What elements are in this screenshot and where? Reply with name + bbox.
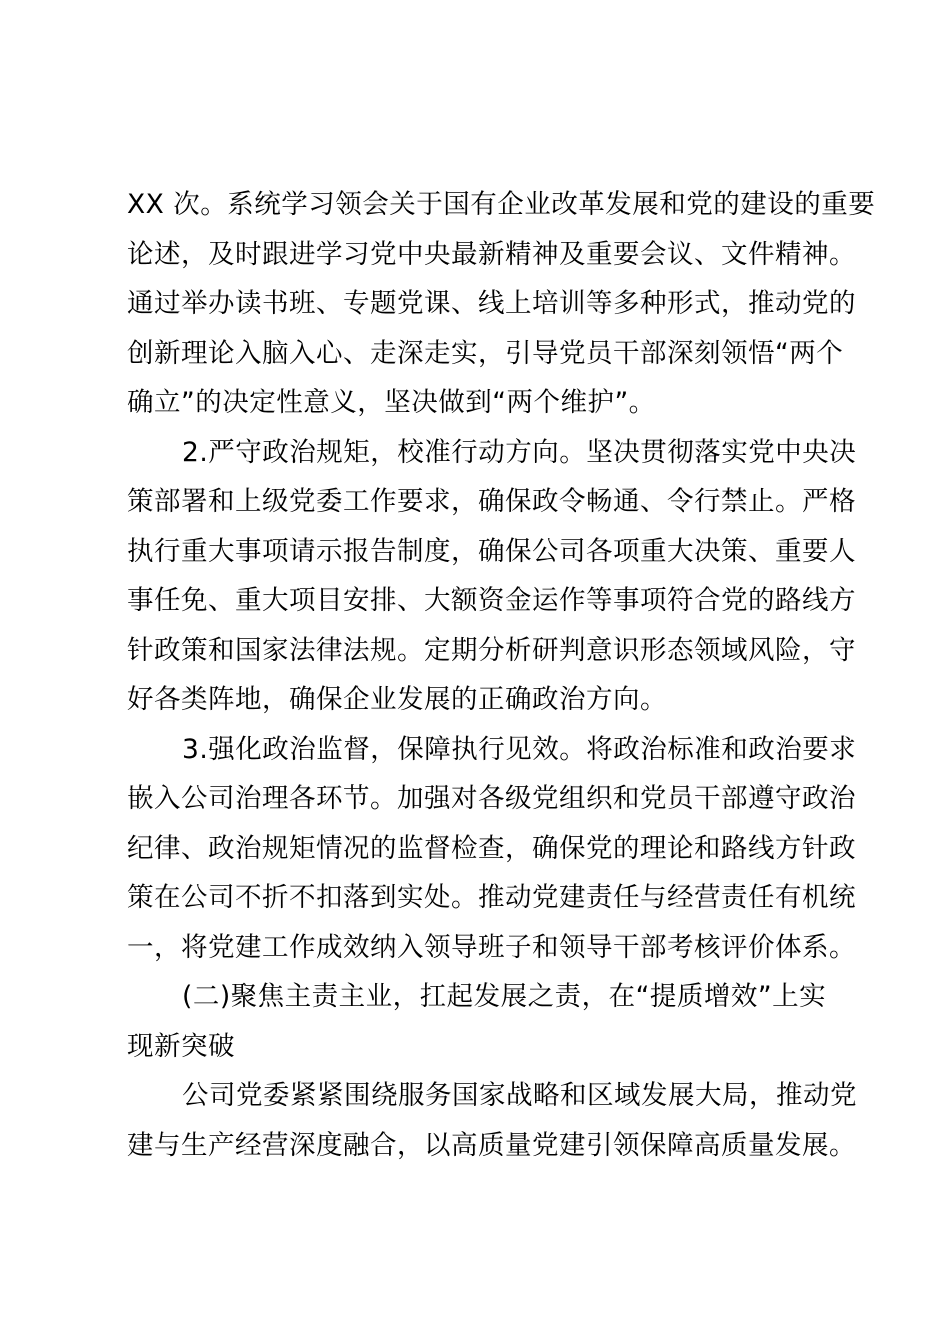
text-line: 针政策和国家法律法规。定期分析研判意识形态领域风险，守 (127, 634, 856, 666)
document-body (127, 180, 876, 1170)
text-line: 事任免、重大项目安排、大额资金运作等事项符合党的路线方 (127, 585, 856, 616)
text-line: 策在公司不折不扣落到实处。推动党建责任与经营责任有机统 (127, 882, 856, 913)
item-heading-line: 3.强化政治监督，保障执行见效。将政治标准和政治要求 (182, 733, 857, 765)
text-line: 论述，及时跟进学习党中央最新精神及重要会议、文件精神。 (127, 238, 856, 270)
section-heading-2 (127, 972, 837, 1071)
paragraph-item-2-political-rules (127, 428, 857, 725)
text-line: 策部署和上级党委工作要求，确保政令畅通、令行禁止。严格 (127, 486, 856, 517)
section-heading-line: (二)聚焦主责主业，扛起发展之责，在“提质增效”上实 (182, 981, 827, 1012)
paragraph-study-theory (127, 180, 876, 428)
text-line: XX 次。系统学习领会关于国有企业改革发展和党的建设的重要 (127, 189, 876, 220)
paragraph-item-3-political-supervision (127, 725, 857, 973)
text-line: 通过举办读书班、专题党课、线上培训等多种形式，推动党的 (127, 288, 856, 319)
text-line: 嵌入公司治理各环节。加强对各级党组织和党员干部遵守政治 (127, 783, 856, 814)
text-line: 好各类阵地，确保企业发展的正确政治方向。 (127, 684, 667, 715)
item-heading-line: 2.严守政治规矩，校准行动方向。坚决贯彻落实党中央决 (182, 436, 857, 468)
text-line: 确立”的决定性意义，坚决做到“两个维护”。 (127, 387, 656, 418)
text-line: 建与生产经营深度融合，以高质量党建引领保障高质量发展。 (127, 1129, 856, 1161)
text-line: 一，将党建工作成效纳入领导班子和领导干部考核评价体系。 (127, 931, 856, 963)
section-heading-line: 现新突破 (127, 1030, 235, 1062)
text-line: 公司党委紧紧围绕服务国家战略和区域发展大局，推动党 (182, 1080, 857, 1111)
text-line: 执行重大事项请示报告制度，确保公司各项重大决策、重要人 (127, 535, 856, 567)
text-line: 创新理论入脑入心、走深走实，引导党员干部深刻领悟“两个 (127, 337, 844, 369)
text-line: 纪律、政治规矩情况的监督检查，确保党的理论和路线方针政 (127, 832, 856, 864)
paragraph-core-business (127, 1071, 857, 1170)
